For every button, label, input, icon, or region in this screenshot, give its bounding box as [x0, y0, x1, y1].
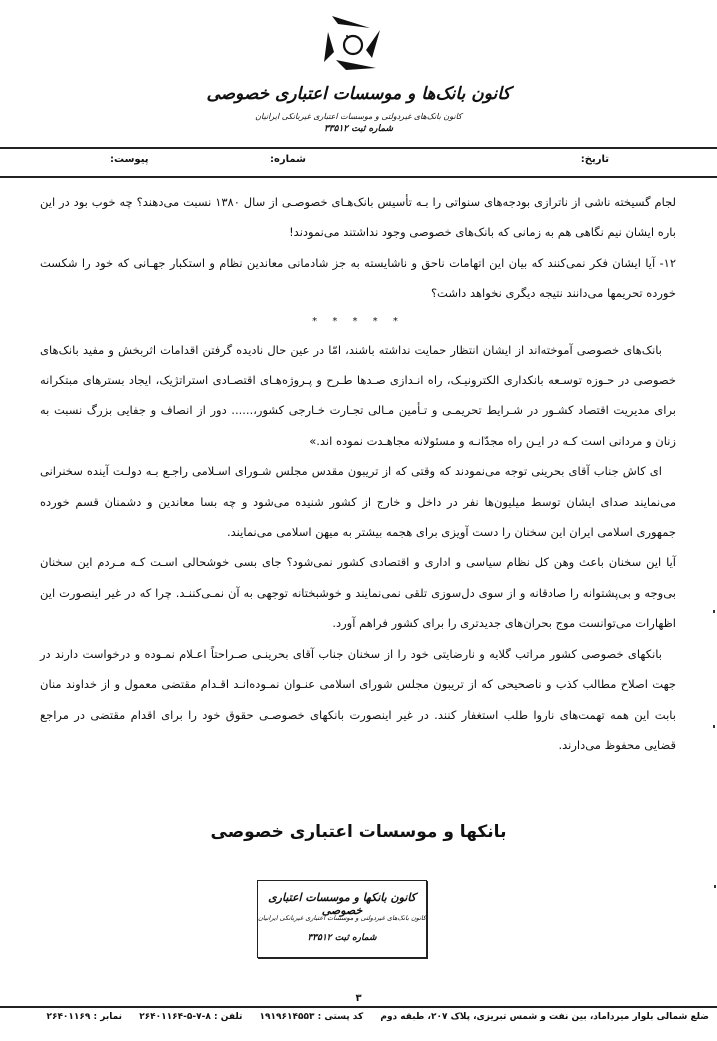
- org-subtitle: کانون بانک‌های غیردولتی و موسسات اعتباری غیربانکی ایرانیان: [255, 112, 462, 121]
- footer-address: ضلع شمالی بلوار میرداماد، بین نفت و شمس تبریزی، پلاک ۲۰۷، طبقه دوم: [380, 1012, 709, 1022]
- scan-artifact: [714, 885, 716, 888]
- org-emblem-icon: [318, 10, 388, 70]
- footer-contact: [10, 1012, 709, 1022]
- footer-divider: [0, 1006, 717, 1008]
- attachment-label: پیوست:: [110, 154, 149, 165]
- paragraph: ای کاش جناب آقای بحرینی توجه می‌نمودند که وقتی که از تریبون مقدس مجلس شـورای اسـلامی راجـع بـه دولـت آینده سخنرانی می‌نمایند صدای ایشان توسط میلیون‌ها نفر در داخل و خارج از کشور شنیده می‌شود و چه بسا معاندین و دشمنان قسم خورده جمهوری اسلامی ایران این سخنان را دست آویزی برای هجمه بیشتر به میهن اسلامی می‌نمایند.: [40, 464, 676, 540]
- paragraph: آیا این سخنان باعث وهن کل نظام سیاسی و اداری و اقتصادی کشور نمی‌شود؟ جای بسی خوشحالی اسـت کـه مـردم این سخنان بی‌وجه و بی‌پشتوانه را صادقانه و از سوی دل‌سوزی تلقی نمی‌نمایند و خوشبختانه توجهی به آن نمـی‌کننـد. چرا که در غیر اینصورت این اظهارات می‌توانست موج بحران‌های جدیدتری را برای کشور فراهم آورد.: [40, 555, 676, 631]
- footer-phone: تلفن : ۸-۷-۵-۲۶۴۰۱۱۶۴: [139, 1012, 243, 1022]
- stamp-name: کانون بانکها و موسسات اعتباری خصوصی: [268, 891, 416, 917]
- page-number: ۳: [355, 993, 362, 1004]
- paragraph: بانکهای خصوصی کشور مراتب گلایه و نارضایتی خود را از سخنان جناب آقای بحرینـی صـراحتاً اعـلام نمـوده و درخواست دارند در جهت اصلاح مطالب کذب و ناصحیحی که از تریبون مجلس شورای اسلامی عنـوان نمـوده‌انـد اقـدام مقتضی معمول و از خداوند منان بابت این همه تهمت‌های ناروا طلب استغفار کنند. در غیر اینصورت بانکهای خصوصـی حقوق خود را برای اقدام مقتضی در مراجع قضایی محفوظ می‌دارند.: [40, 646, 676, 752]
- org-name: کانون بانک‌ها و موسسات اعتباری خصوصی: [206, 84, 511, 104]
- paragraph: ۱۲- آیا ایشان فکر نمی‌کنند که بیان این اتهامات ناحق و ناشایسته به جز شادمانی معاندین نظام و استکبار جهـانی که خود را شکست خورده تحریمها می‌دانند نتیجه دیگری نخواهد داشت؟: [40, 255, 676, 301]
- section-separator: * * * * *: [312, 315, 404, 327]
- number-label: شماره:: [270, 154, 306, 165]
- footer-postal-code: کد پستی : ۱۹۱۹۶۱۴۵۵۳: [259, 1012, 364, 1022]
- letter-meta-bar: [0, 147, 717, 178]
- org-registration: شماره ثبت ۳۳۵۱۲: [323, 124, 394, 134]
- date-label: تاریخ:: [580, 154, 609, 165]
- footer-fax: نمابر : ۲۶۴۰۱۱۶۹: [46, 1012, 123, 1022]
- paragraph: بانک‌های خصوصی آموخته‌اند از ایشان انتظار حمایت نداشته باشند، امّا در عین حال نادیده گرفتن اقدامات اثربخش و مفید بانک‌های خصوصی در حـوزه توسـعه بانکداری الکترونیـک، راه انـدازی صـدها طـرح و پـروژه‌هـای اقتصـادی استراتژیک، ایجاد بسترهای مبتکرانه برای مدیریت اقتصاد کشـور در شـرایط تحریمـی و تـأمین مـالی تجـارت خـارجی کشور،...... دور از انصاف و جفایی بزرگ نسبت به زنان و مردانی است کـه در ایـن راه مجدّانـه و مسئولانه مجاهـدت نموده اند.»: [40, 342, 676, 448]
- scan-artifact: [713, 610, 715, 613]
- signature-title: بانکها و موسسات اعتباری خصوصی: [210, 822, 507, 842]
- scan-artifact: [713, 725, 715, 728]
- stamp-registration: شماره ثبت ۳۳۵۱۲: [307, 933, 377, 943]
- stamp-subtitle: کانون بانک‌های غیردولتی و موسسات اعتباری غیربانکی ایرانیان: [258, 914, 426, 922]
- paragraph: لجام گسیخته ناشی از ناترازی بودجه‌های سنواتی را بـه تأسیس بانک‌هـای خصوصـی از سال ۱۳۸۰ نسبت می‌دهند؟ چه خوب بود در این باره ایشان نیم نگاهی هم به زمانی که بانک‌های خصوصی وجود نداشتند می‌نمودند!: [40, 195, 676, 240]
- letter-body: [40, 187, 676, 760]
- org-stamp: [257, 880, 427, 958]
